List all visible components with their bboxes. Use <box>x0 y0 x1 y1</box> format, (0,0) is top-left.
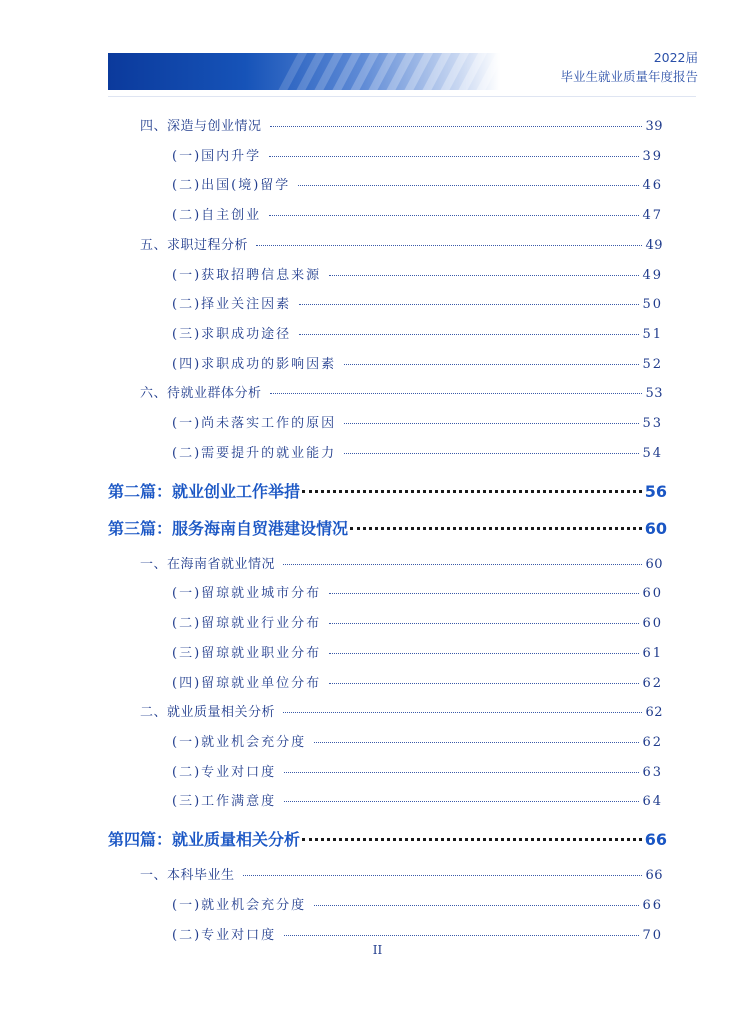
toc-subsection-entry[interactable] <box>172 761 663 780</box>
toc-leader-dots <box>298 185 639 186</box>
toc-entry-label: (四)留琼就业单位分布 <box>172 675 322 691</box>
toc-leader-dots <box>329 653 639 654</box>
toc-leader-dots <box>284 772 639 773</box>
toc-entry-page: 60 <box>642 586 663 602</box>
toc-section-entry[interactable] <box>140 234 663 253</box>
toc-part-entry[interactable] <box>108 479 667 502</box>
toc-leader-dots <box>344 364 639 365</box>
toc-section-entry[interactable] <box>140 382 663 401</box>
toc-entry-label: (二)择业关注因素 <box>172 297 292 313</box>
toc-section-entry[interactable] <box>140 553 663 572</box>
toc-leader-dots <box>302 490 642 493</box>
toc-leader-dots <box>314 905 639 906</box>
toc-entry-label: (二)出国(境)留学 <box>172 178 291 194</box>
toc-entry-label: 第二篇：就业创业工作举措 <box>108 481 301 501</box>
toc-entry-page: 56 <box>644 481 667 501</box>
toc-leader-dots <box>284 801 639 802</box>
toc-entry-page: 66 <box>644 830 667 850</box>
toc-subsection-entry[interactable] <box>172 204 663 223</box>
toc-entry-page: 53 <box>642 416 663 431</box>
toc-section-entry[interactable] <box>140 701 663 720</box>
header-divider <box>108 96 696 97</box>
toc-entry-label: (二)自主创业 <box>172 208 262 224</box>
toc-entry-page: 51 <box>642 326 663 342</box>
toc-entry-page: 39 <box>645 119 663 134</box>
toc-leader-dots <box>329 275 639 276</box>
toc-entry-page: 60 <box>642 616 663 632</box>
toc-entry-page: 49 <box>645 237 663 253</box>
toc-entry-label: 一、本科毕业生 <box>140 868 235 884</box>
toc-leader-dots <box>269 215 639 216</box>
toc-entry-label: (四)求职成功的影响因素 <box>172 356 337 372</box>
toc-leader-dots <box>329 593 639 594</box>
toc-leader-dots <box>299 304 639 305</box>
header-banner <box>108 53 500 90</box>
toc-subsection-entry[interactable] <box>172 264 663 283</box>
toc-entry-label: 五、求职过程分析 <box>140 237 249 253</box>
toc-entry-page: 62 <box>645 705 663 721</box>
toc-entry-page: 66 <box>645 868 663 884</box>
report-year: 2022届 <box>653 50 698 65</box>
toc-entry-page: 50 <box>642 297 663 313</box>
toc-subsection-entry[interactable] <box>172 612 663 631</box>
toc-entry-page: 63 <box>642 764 663 780</box>
toc-entry-label: (一)国内升学 <box>172 148 262 164</box>
toc-section-entry[interactable] <box>140 864 663 883</box>
toc-subsection-entry[interactable] <box>172 924 663 943</box>
toc-leader-dots <box>299 334 639 335</box>
toc-entry-page: 49 <box>642 267 663 283</box>
toc-entry-page: 66 <box>642 898 663 913</box>
toc-subsection-entry[interactable] <box>172 731 663 750</box>
toc-entry-label: 四、深造与创业情况 <box>140 119 262 134</box>
toc-leader-dots <box>269 156 639 157</box>
toc-entry-label: 二、就业质量相关分析 <box>140 705 276 721</box>
toc-entry-label: (三)求职成功途径 <box>172 326 292 342</box>
toc-entry-page: 61 <box>642 645 663 661</box>
toc-entry-label: 第四篇：就业质量相关分析 <box>108 830 301 850</box>
toc-subsection-entry[interactable] <box>172 353 663 372</box>
toc-leader-dots <box>256 245 642 246</box>
toc-leader-dots <box>302 838 642 841</box>
toc-entry-label: (二)专业对口度 <box>172 927 277 943</box>
toc-subsection-entry[interactable] <box>172 293 663 312</box>
toc-leader-dots <box>283 564 642 565</box>
toc-section-entry[interactable] <box>140 115 663 134</box>
toc-leader-dots <box>350 527 642 530</box>
toc-entry-label: (二)留琼就业行业分布 <box>172 616 322 632</box>
toc-entry-page: 54 <box>642 445 663 461</box>
toc-subsection-entry[interactable] <box>172 790 663 809</box>
toc-subsection-entry[interactable] <box>172 442 663 461</box>
toc-subsection-entry[interactable] <box>172 894 663 913</box>
toc-subsection-entry[interactable] <box>172 412 663 431</box>
page-number: II <box>372 943 383 957</box>
toc-leader-dots <box>329 683 639 684</box>
toc-entry-label: (三)工作满意度 <box>172 794 277 810</box>
toc-entry-page: 46 <box>642 178 663 194</box>
toc-subsection-entry[interactable] <box>172 642 663 661</box>
toc-entry-page: 39 <box>642 148 663 164</box>
toc-part-entry[interactable] <box>108 827 667 850</box>
toc-entry-page: 70 <box>642 927 663 943</box>
toc-entry-page: 60 <box>645 556 663 572</box>
toc-entry-page: 52 <box>642 356 663 372</box>
toc-subsection-entry[interactable] <box>172 582 663 601</box>
toc-subsection-entry[interactable] <box>172 323 663 342</box>
toc-entry-page: 62 <box>642 675 663 691</box>
toc-entry-label: 一、在海南省就业情况 <box>140 556 276 572</box>
toc-entry-label: (一)就业机会充分度 <box>172 734 307 750</box>
toc-subsection-entry[interactable] <box>172 145 663 164</box>
toc-entry-label: (一)尚未落实工作的原因 <box>172 416 337 431</box>
toc-entry-page: 53 <box>645 386 663 402</box>
report-title: 毕业生就业质量年度报告 <box>560 69 698 84</box>
toc-leader-dots <box>344 423 639 424</box>
report-header <box>560 48 698 86</box>
toc-entry-page: 64 <box>642 794 663 810</box>
toc-leader-dots <box>270 393 643 394</box>
toc-leader-dots <box>283 712 642 713</box>
toc-entry-label: (一)就业机会充分度 <box>172 898 307 913</box>
toc-leader-dots <box>314 742 639 743</box>
toc-part-entry[interactable] <box>108 516 667 539</box>
toc-leader-dots <box>284 935 639 936</box>
toc-entry-page: 62 <box>642 734 663 750</box>
toc-entry-label: 第三篇：服务海南自贸港建设情况 <box>108 518 349 538</box>
toc-leader-dots <box>270 126 643 127</box>
toc-subsection-entry[interactable] <box>172 672 663 691</box>
toc-leader-dots <box>329 623 639 624</box>
toc-entry-label: (一)留琼就业城市分布 <box>172 586 322 602</box>
toc-entry-page: 60 <box>644 518 667 538</box>
toc-leader-dots <box>243 875 643 876</box>
toc-subsection-entry[interactable] <box>172 174 663 193</box>
toc-entry-label: (二)需要提升的就业能力 <box>172 445 337 461</box>
toc-entry-label: 六、待就业群体分析 <box>140 386 262 402</box>
toc-leader-dots <box>344 453 639 454</box>
toc-entry-label: (一)获取招聘信息来源 <box>172 267 322 283</box>
toc-entry-label: (二)专业对口度 <box>172 764 277 780</box>
toc-entry-page: 47 <box>642 208 663 224</box>
toc-entry-label: (三)留琼就业职业分布 <box>172 645 322 661</box>
